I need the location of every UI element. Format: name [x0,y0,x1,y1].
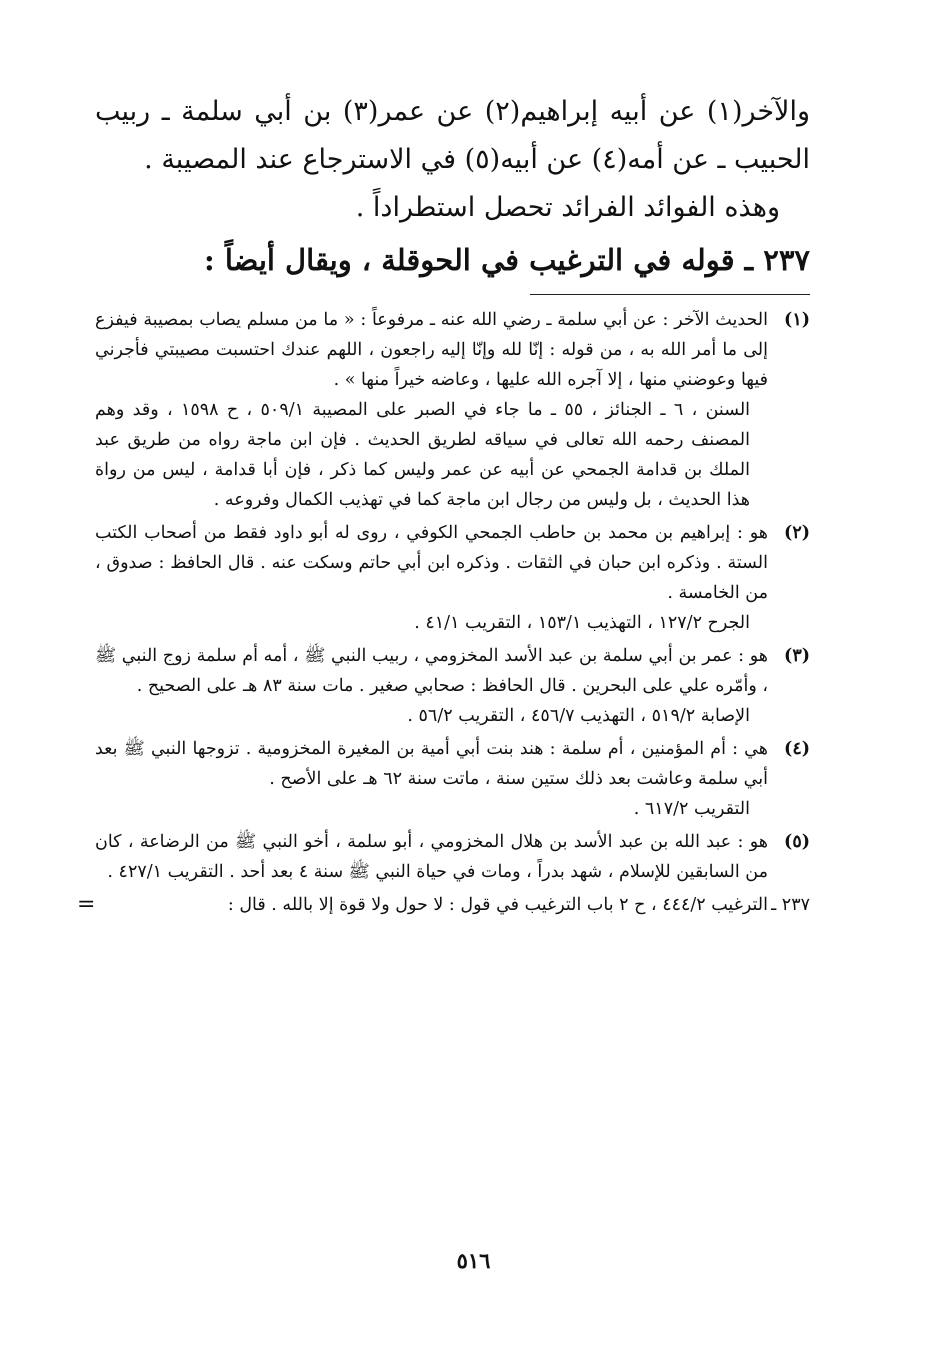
footnote-text: الحديث الآخر : عن أبي سلمة ـ رضي الله عنه ـ مرفوعاً : « ما من مسلم يصاب بمصيبة فيفزع إلى ما أمر الله به ، من قوله : إنّا لله وإنّا إليه راجعون ، اللهم عندك احتسبت مصيبتي فأجرني فيها وعوضني منها ، إلا آجره الله عليها ، وعاضه خيراً منها » . [95,310,768,390]
footnote-source: الإصابة ٥١٩/٢ ، التهذيب ٤٥٦/٧ ، التقريب ٥٦/٢ . [407,706,750,726]
footnote-text: هو : إبراهيم بن محمد بن حاطب الجمحي الكوفي ، روى له أبو داود فقط من أصحاب الكتب الستة . وذكره ابن حبان في الثقات . وذكره ابن أبي حاتم وسكت عنه . قال الحافظ : صدوق ، من الخامسة . [95,523,768,603]
footnote-3 [95,641,810,731]
footnote-number: (٤) [784,739,810,759]
footnote-source: الجرح ١٢٧/٢ ، التهذيب ١٥٣/١ ، التقريب ٤١/١ . [414,613,750,633]
footnote-text: الترغيب ٤٤٤/٢ ، ح ٢ باب الترغيب في قول : لا حول ولا قوة إلا بالله . قال : [227,895,768,915]
footnote-separator [530,294,810,295]
footnote-5 [95,827,810,887]
footnote-2 [95,518,810,638]
footnote-number: ٢٣٧ ـ [771,895,810,915]
continuation-mark: = [77,892,96,917]
main-text [95,88,810,284]
footnote-text: هو : عمر بن أبي سلمة بن عبد الأسد المخزومي ، ربيب النبي ﷺ ، أمه أم سلمة زوج النبي ﷺ ، وأمّره علي على البحرين . قال الحافظ : صحابي صغير . مات سنة ٨٣ هـ على الصحيح . [95,646,768,696]
footnotes [77,305,810,920]
footnote-237 [77,890,810,920]
footnote-source: التقريب ٦١٧/٢ . [633,799,750,819]
footnote-source: السنن ، ٦ ـ الجنائز ، ٥٥ ـ ما جاء في الصبر على المصيبة ٥٠٩/١ ، ح ١٥٩٨ ، وقد وهم المصنف رحمه الله تعالى في سياقه لطريق الحديث . فإن ابن ماجة رواه من طريق عبد الملك بن قدامة الجمحي عن أبيه عن عمر وليس كما ذكر ، فإن أبا قدامة ، ليس من رواة هذا الحديث ، بل وليس من رجال ابن ماجة كما في تهذيب الكمال وفروعه . [95,400,751,510]
footnote-text: هو : عبد الله بن عبد الأسد بن هلال المخزومي ، أبو سلمة ، أخو النبي ﷺ من الرضاعة ، كان من السابقين للإسلام ، شهد بدراً ، ومات في حياة النبي ﷺ سنة ٤ بعد أحد . التقريب ٤٢٧/١ . [95,832,768,882]
footnote-number: (٣) [784,646,810,666]
footnote-number: (١) [784,310,810,330]
footnote-number: (٢) [784,523,810,543]
footnote-number: (٥) [784,832,810,852]
page-number: ٥١٦ [456,1248,491,1273]
section-heading: ٢٣٧ ـ قوله في الترغيب في الحوقلة ، ويقال أيضاً : [204,243,810,277]
footnote-4 [95,734,810,824]
main-paragraph-2: وهذه الفوائد الفرائد تحصل استطراداً . [355,192,780,223]
footnote-1 [95,305,810,515]
main-paragraph-1: والآخر(١) عن أبيه إبراهيم(٢) عن عمر(٣) بن أبي سلمة ـ ربيب الحبيب ـ عن أمه(٤) عن أبيه(٥) في الاسترجاع عند المصيبة . [95,96,810,175]
footnote-text: هي : أم المؤمنين ، أم سلمة : هند بنت أبي أمية بن المغيرة المخزومية . تزوجها النبي ﷺ بعد أبي سلمة وعاشت بعد ذلك ستين سنة ، ماتت سنة ٦٢ هـ على الأصح . [95,739,768,789]
page-body [77,88,810,920]
